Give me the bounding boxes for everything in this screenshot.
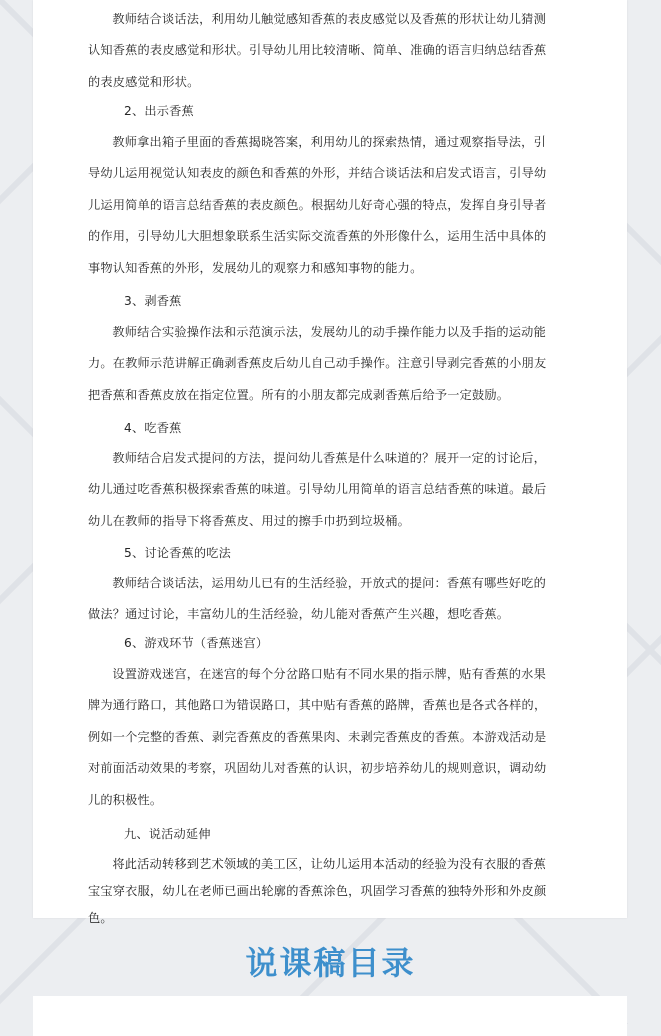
paragraph-6: 设置游戏迷宫，在迷宫的每个分岔路口贴有不同水果的指示牌，贴有香蕉的水果牌为通行路口，其他路口为错误路口，其中贴有香蕉的路牌，香蕉也是各式各样的，例如一个完整的香蕉、剥完香蕉皮的香蕉果肉、未剥完香蕉皮的香蕉。本游戏活动是对前面活动效果的考察，巩固幼儿对香蕉的认识，初步培养幼儿的规则意识，调动幼儿的积极性。 xyxy=(88,667,547,807)
paragraph-9: 将此活动转移到艺术领域的美工区，让幼儿运用本活动的经验为没有衣服的香蕉宝宝穿衣服，幼儿在老师已画出轮廓的香蕉涂色，巩固学习香蕉的独特外形和外皮颜色。 xyxy=(88,857,547,925)
paragraph-3: 教师结合实验操作法和示范演示法，发展幼儿的动手操作能力以及手指的运动能力。在教师示范讲解正确剥香蕉皮后幼儿自己动手操作。注意引导剥完香蕉的小朋友把香蕉和香蕉皮放在指定位置。所有的小朋友都完成剥香蕉后给予一定鼓励。 xyxy=(88,325,547,402)
heading-game: 6、游戏环节（香蕉迷宫） xyxy=(124,636,269,650)
heading-discuss-recipes: 5、讨论香蕉的吃法 xyxy=(124,546,232,560)
next-section-card xyxy=(33,996,627,1036)
heading-eat-banana: 4、吃香蕉 xyxy=(124,421,182,435)
heading-peel-banana: 3、剥香蕉 xyxy=(124,294,182,308)
paragraph-1: 教师结合谈话法，利用幼儿触觉感知香蕉的表皮感觉以及香蕉的形状让幼儿猜测认知香蕉的表皮感觉和形状。引导幼儿用比较清晰、简单、准确的语言归纳总结香蕉的表皮感觉和形状。 xyxy=(88,12,547,89)
paragraph-4: 教师结合启发式提问的方法，提问幼儿香蕉是什么味道的？展开一定的讨论后，幼儿通过吃香蕉积极探索香蕉的味道。引导幼儿用简单的语言总结香蕉的味道。最后幼儿在教师的指导下将香蕉皮、用过的擦手巾扔到垃圾桶。 xyxy=(88,451,547,528)
heading-show-banana: 2、出示香蕉 xyxy=(124,104,194,118)
paragraph-5: 教师结合谈话法，运用幼儿已有的生活经验，开放式的提问：香蕉有哪些好吃的做法？通过讨论，丰富幼儿的生活经验，幼儿能对香蕉产生兴趣，想吃香蕉。 xyxy=(88,576,546,622)
heading-activity-extension: 九、说活动延伸 xyxy=(124,827,211,841)
paragraph-2: 教师拿出箱子里面的香蕉揭晓答案，利用幼儿的探索热情，通过观察指导法，引导幼儿运用视觉认知表皮的颜色和香蕉的外形，并结合谈话法和启发式语言，引导幼儿运用简单的语言总结香蕉的表皮颜色。根据幼儿好奇心强的特点，发挥自身引导者的作用，引导幼儿大胆想象联系生活实际交流香蕉的外形像什么，运用生活中具体的事物认知香蕉的外形，发展幼儿的观察力和感知事物的能力。 xyxy=(88,135,547,275)
catalog-title: 说课稿目录 xyxy=(245,944,416,982)
